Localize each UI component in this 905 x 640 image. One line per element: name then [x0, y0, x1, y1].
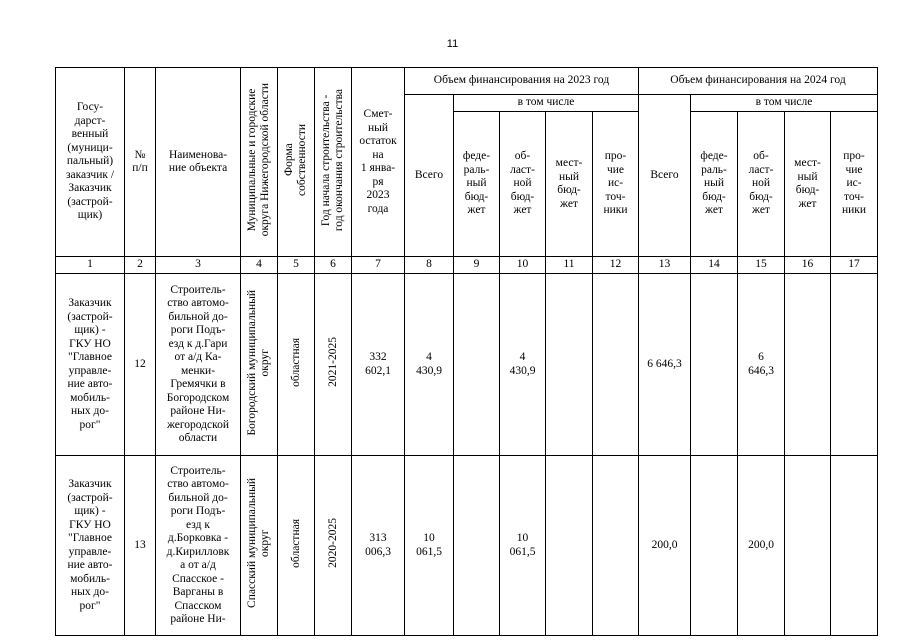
- page-number: 11: [446, 38, 459, 50]
- financing-table: [55, 67, 878, 636]
- header-federal-2024: феде- раль- ный бюд- жет: [691, 112, 738, 257]
- column-number: 12: [593, 257, 639, 274]
- column-number: 13: [639, 257, 691, 274]
- row-municipality-text: Спасский муниципальный округ: [246, 478, 271, 609]
- header-federal-2023: феде- раль- ный бюд- жет: [454, 112, 500, 257]
- column-number: 4: [241, 257, 278, 274]
- row-ownership: [278, 456, 315, 636]
- header-local-2024: мест- ный бюд- жет: [785, 112, 831, 257]
- row-local-2023: [546, 274, 593, 456]
- row-ownership-text: областная: [289, 337, 302, 387]
- column-number: 3: [156, 257, 241, 274]
- table-row: [56, 274, 878, 456]
- header-ownership-text: Форма собственности: [283, 123, 308, 196]
- header-regional-2024: об- ласт- ной бюд- жет: [738, 112, 785, 257]
- row-other-2024: [831, 274, 878, 456]
- row-customer: Заказчик (застрой- щик) - ГКУ НО "Главное управле- ние авто- мобиль- ных до- рог": [56, 456, 125, 636]
- row-federal-2023: [454, 274, 500, 456]
- header-total-2023: Всего: [405, 95, 454, 257]
- row-object-name: Строитель- ство автомо- бильной до- роги Подъ- езд к д.Борковка - д.Кирилловк а от а/д Спасское - Варганы в Спасском районе Ни-: [156, 456, 241, 636]
- header-other-2024: про- чие ис- точ- ники: [831, 112, 878, 257]
- header-fin-2023: Объем финансирования на 2023 год: [405, 68, 639, 95]
- row-federal-2024: [691, 456, 738, 636]
- column-number: 6: [315, 257, 352, 274]
- column-number: 9: [454, 257, 500, 274]
- header-including-2024: в том числе: [691, 95, 878, 112]
- header-years: [315, 68, 352, 257]
- header-municipality: [241, 68, 278, 257]
- row-customer: Заказчик (застрой- щик) - ГКУ НО "Главное управле- ние авто- мобиль- ных до- рог": [56, 274, 125, 456]
- header-regional-2023: об- ласт- ной бюд- жет: [500, 112, 546, 257]
- row-other-2024: [831, 456, 878, 636]
- row-regional-2023: 4 430,9: [500, 274, 546, 456]
- row-remaining: 313 006,3: [352, 456, 405, 636]
- row-federal-2023: [454, 456, 500, 636]
- column-number: 10: [500, 257, 546, 274]
- header-total-2024: Всего: [639, 95, 691, 257]
- row-ownership-text: областная: [289, 518, 302, 568]
- header-municipality-text: Муниципальные и городские округа Нижегородской области: [246, 83, 271, 237]
- column-number: 17: [831, 257, 878, 274]
- row-total-2024: 6 646,3: [639, 274, 691, 456]
- row-regional-2024: 200,0: [738, 456, 785, 636]
- column-number: 5: [278, 257, 315, 274]
- header-local-2023: мест- ный бюд- жет: [546, 112, 593, 257]
- row-total-2023: 4 430,9: [405, 274, 454, 456]
- row-local-2023: [546, 456, 593, 636]
- row-federal-2024: [691, 274, 738, 456]
- row-total-2023: 10 061,5: [405, 456, 454, 636]
- table-row: [56, 456, 878, 636]
- row-years-text: 2021-2025: [326, 337, 339, 388]
- row-years: [315, 274, 352, 456]
- column-number: 16: [785, 257, 831, 274]
- row-years-text: 2020-2025: [326, 518, 339, 569]
- row-local-2024: [785, 274, 831, 456]
- row-regional-2023: 10 061,5: [500, 456, 546, 636]
- column-number-row: [56, 257, 878, 274]
- row-regional-2024: 6 646,3: [738, 274, 785, 456]
- column-number: 2: [125, 257, 156, 274]
- row-municipality: [241, 274, 278, 456]
- row-municipality-text: Богородский муниципальный округ: [246, 289, 271, 435]
- row-total-2024: 200,0: [639, 456, 691, 636]
- row-ownership: [278, 274, 315, 456]
- header-remaining: Смет- ный остаток на 1 янва- ря 2023 года: [352, 68, 405, 257]
- row-other-2023: [593, 456, 639, 636]
- row-local-2024: [785, 456, 831, 636]
- column-number: 1: [56, 257, 125, 274]
- header-years-text: Год начала строительства - год окончания строительства: [320, 88, 345, 231]
- row-object-name: Строитель- ство автомо- бильной до- роги Подъ- езд к д.Гари от а/д Ка- менки- Гремячки в Богородском районе Ни- жегородской области: [156, 274, 241, 456]
- header-fin-2024: Объем финансирования на 2024 год: [639, 68, 878, 95]
- row-remaining: 332 602,1: [352, 274, 405, 456]
- header-num: № п/п: [125, 68, 156, 257]
- header-ownership: [278, 68, 315, 257]
- row-num: 12: [125, 274, 156, 456]
- row-num: 13: [125, 456, 156, 636]
- column-number: 15: [738, 257, 785, 274]
- row-municipality: [241, 456, 278, 636]
- row-other-2023: [593, 274, 639, 456]
- column-number: 14: [691, 257, 738, 274]
- header-object-name: Наименова- ние объекта: [156, 68, 241, 257]
- row-years: [315, 456, 352, 636]
- column-number: 7: [352, 257, 405, 274]
- header-other-2023: про- чие ис- точ- ники: [593, 112, 639, 257]
- header-row-1: [56, 68, 878, 95]
- header-including-2023: в том числе: [454, 95, 639, 112]
- header-customer: Госу- дарст- венный (муници- пальный) заказчик / Заказчик (застрой- щик): [56, 68, 125, 257]
- column-number: 11: [546, 257, 593, 274]
- column-number: 8: [405, 257, 454, 274]
